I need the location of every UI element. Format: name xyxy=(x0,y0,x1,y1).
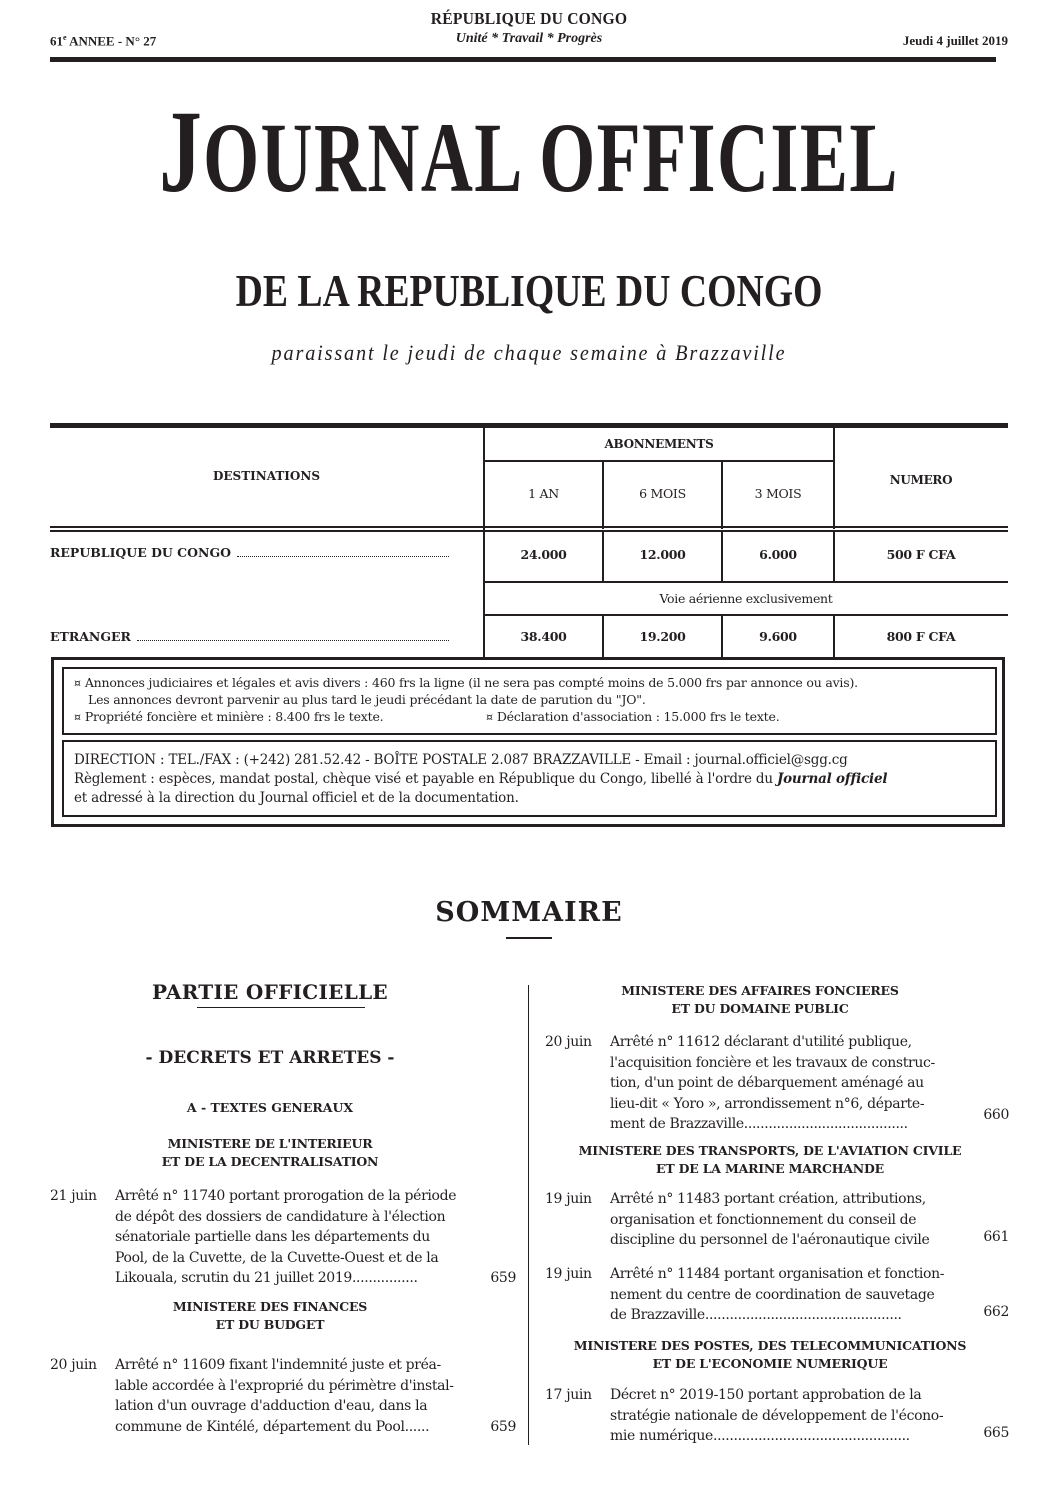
table-top-rule xyxy=(50,423,1008,428)
entry-line: nement du centre de coordination de sauvetage xyxy=(610,1286,935,1303)
entry-page-number: 660 xyxy=(983,1107,1009,1123)
bullet-icon: ¤ xyxy=(74,677,81,690)
destinations-header: DESTINATIONS xyxy=(212,469,320,483)
issue-date: Jeudi 4 juillet 2019 xyxy=(902,33,1008,48)
toc-entry[interactable] xyxy=(50,1186,516,1296)
table-rule xyxy=(484,614,1008,616)
numero-header: NUMERO xyxy=(889,473,953,487)
journal-title xyxy=(148,86,910,217)
entry-page-number: 662 xyxy=(983,1304,1009,1320)
notice-annonces xyxy=(74,674,858,692)
direction-box xyxy=(62,740,997,817)
journal-name-emphasis: Journal officiel xyxy=(776,771,888,787)
toc-entry[interactable] xyxy=(50,1355,516,1445)
entry-line: lation d'un ouvrage d'adduction d'eau, dans la xyxy=(115,1398,428,1415)
entry-line: stratégie nationale de développement de l'écono- xyxy=(610,1407,944,1424)
entry-text xyxy=(115,1186,465,1289)
notice-text: Déclaration d'association : 15.000 frs le texte. xyxy=(496,709,780,724)
decrets-heading: - DECRETS ET ARRETES - xyxy=(145,1048,395,1068)
entry-line: Arrêté n° 11609 fixant l'indemnité juste et préa- xyxy=(115,1357,441,1373)
entry-line: tion, d'un point de débarquement aménagé au xyxy=(610,1075,924,1092)
ministry-line: ET DE LA MARINE MARCHANDE xyxy=(656,1161,884,1176)
table-double-rule xyxy=(50,530,1008,532)
column-header-1an: 1 AN xyxy=(528,486,559,501)
republic-heading: RÉPUBLIQUE DU CONGO xyxy=(430,9,628,28)
entry-line: Arrêté n° 11483 portant création, attributions, xyxy=(610,1191,926,1207)
entry-line: lieu-dit « Yoro », arrondissement n°6, départe- xyxy=(610,1095,925,1112)
ministry-line: ET DE L'ECONOMIE NUMERIQUE xyxy=(652,1356,888,1371)
ministry-heading xyxy=(60,1298,480,1334)
ministry-heading xyxy=(535,1337,1005,1373)
price-etranger-6mois: 19.200 xyxy=(639,629,686,644)
price-etranger-numero: 800 F CFA xyxy=(886,629,956,644)
entry-text xyxy=(115,1355,465,1437)
abonnements-header: ABONNEMENTS xyxy=(604,437,714,451)
entry-date: 19 juin xyxy=(545,1191,592,1207)
price-congo-3mois: 6.000 xyxy=(759,547,797,562)
toc-entry[interactable] xyxy=(545,1189,1009,1253)
entry-line: discipline du personnel de l'aéronautique civile xyxy=(610,1232,930,1249)
direction-contact: DIRECTION : TEL./FAX : (+242) 281.52.42 - BOÎTE POSTALE 2.087 BRAZZAVILLE - Email : journal.officiel@sgg.cg xyxy=(74,752,848,768)
entry-date: 19 juin xyxy=(545,1266,592,1282)
sommaire-rule xyxy=(506,937,552,939)
price-congo-numero: 500 F CFA xyxy=(886,547,956,562)
entry-line: de dépôt des dossiers de candidature à l'élection xyxy=(115,1208,446,1225)
entry-line: ment de Brazzaville........................................ xyxy=(610,1116,908,1133)
entry-line: mie numérique................................................ xyxy=(610,1428,910,1445)
entry-line: Pool, de la Cuvette, de la Cuvette-Ouest et de la xyxy=(115,1249,439,1266)
table-rule xyxy=(484,460,834,462)
row-label-etranger xyxy=(50,629,449,644)
entry-date: 20 juin xyxy=(50,1357,97,1373)
entry-line: organisation et fonctionnement du conseil de xyxy=(610,1211,917,1228)
price-etranger-3mois: 9.600 xyxy=(759,629,797,644)
column-header-3mois: 3 MOIS xyxy=(754,486,802,501)
partie-officielle-heading: PARTIE OFFICIELLE xyxy=(152,980,388,1004)
entry-line: Arrêté n° 11484 portant organisation et fonction- xyxy=(610,1266,945,1282)
price-congo-6mois: 12.000 xyxy=(639,547,686,562)
issue-year: 61 xyxy=(50,33,63,49)
notice-text: Annonces judiciaires et légales et avis divers : 460 frs la ligne (il ne sera pas compté moins de 5.000 frs par annonce ou avis). xyxy=(84,675,858,690)
journal-title-initial: J xyxy=(159,86,204,217)
payment-text: Règlement : espèces, mandat postal, chèque visé et payable en République du Congo, libellé à l'ordre du xyxy=(74,771,777,787)
ministry-line: MINISTERE DES AFFAIRES FONCIERES xyxy=(621,983,899,998)
ministry-line: ET DE LA DECENTRALISATION xyxy=(161,1154,379,1169)
notice-association xyxy=(486,708,779,726)
entry-page-number: 661 xyxy=(983,1229,1009,1245)
ministry-line: MINISTERE DES FINANCES xyxy=(172,1299,368,1314)
entry-line: Arrêté n° 11612 déclarant d'utilité publique, xyxy=(610,1034,912,1050)
entry-date: 21 juin xyxy=(50,1188,97,1204)
notice-deadline: Les annonces devront parvenir au plus tard le jeudi précédant la date de parution du "JO". xyxy=(88,692,646,707)
entry-line: Arrêté n° 11740 portant prorogation de la période xyxy=(115,1188,457,1204)
journal-subtitle: DE LA REPUBLIQUE DU CONGO xyxy=(235,265,823,316)
entry-page-number: 659 xyxy=(490,1270,516,1286)
bullet-icon: ¤ xyxy=(486,711,493,724)
national-motto: Unité * Travail * Progrès xyxy=(455,31,603,46)
leader-dots xyxy=(137,640,449,641)
partie-rule xyxy=(197,1007,365,1008)
entry-line: commune de Kintélé, département du Pool...... xyxy=(115,1418,430,1435)
notices-box xyxy=(62,667,997,735)
table-double-rule xyxy=(50,526,1008,528)
textes-generaux-heading: A - TEXTES GENERAUX xyxy=(186,1100,354,1115)
leader-dots xyxy=(237,556,449,557)
toc-entry[interactable] xyxy=(545,1264,1009,1328)
entry-line: l'acquisition foncière et les travaux de construc- xyxy=(610,1054,935,1071)
issue-rest: ANNEE - N° 27 xyxy=(66,33,157,49)
ministry-line: MINISTERE DES POSTES, DES TELECOMMUNICATIONS xyxy=(573,1338,967,1353)
entry-date: 17 juin xyxy=(545,1387,592,1403)
sommaire-title: SOMMAIRE xyxy=(435,897,623,928)
ministry-line: ET DU BUDGET xyxy=(215,1317,325,1332)
air-mail-note: Voie aérienne exclusivement xyxy=(659,591,833,606)
entry-line: Likouala, scrutin du 21 juillet 2019................ xyxy=(115,1270,418,1287)
entry-line: Décret n° 2019-150 portant approbation de la xyxy=(610,1387,922,1403)
column-header-6mois: 6 MOIS xyxy=(639,486,686,501)
entry-page-number: 659 xyxy=(490,1419,516,1435)
entry-text xyxy=(610,1189,960,1251)
ministry-heading xyxy=(535,1142,1005,1178)
ministry-line: MINISTERE DE L'INTERIEUR xyxy=(167,1136,373,1151)
direction-address: et adressé à la direction du Journal officiel et de la documentation. xyxy=(74,790,519,806)
entry-page-number: 665 xyxy=(983,1425,1009,1441)
price-etranger-1an: 38.400 xyxy=(520,629,567,644)
issue-number xyxy=(50,33,156,49)
row-label-text: ETRANGER xyxy=(50,629,131,644)
publication-tagline: paraissant le jeudi de chaque semaine à Brazzaville xyxy=(271,340,787,365)
direction-payment xyxy=(74,770,887,789)
price-congo-1an: 24.000 xyxy=(520,547,567,562)
ministry-heading xyxy=(60,1135,480,1171)
ministry-line: MINISTERE DES TRANSPORTS, DE L'AVIATION CIVILE xyxy=(578,1143,962,1158)
row-label-text: REPUBLIQUE DU CONGO xyxy=(50,545,232,560)
toc-entry[interactable] xyxy=(545,1032,1009,1140)
table-rule xyxy=(484,581,1008,583)
entry-date: 20 juin xyxy=(545,1034,592,1050)
row-label-congo xyxy=(50,545,449,560)
bullet-icon: ¤ xyxy=(74,711,81,724)
notice-text: Propriété foncière et minière : 8.400 frs le texte. xyxy=(84,709,384,724)
journal-title-rest: OURNAL OFFICIEL xyxy=(203,102,899,213)
masthead-rule xyxy=(50,57,996,62)
entry-text xyxy=(610,1032,960,1135)
ministry-heading xyxy=(545,982,975,1018)
entry-text xyxy=(610,1264,960,1326)
notice-propriete xyxy=(74,708,383,726)
entry-line: de Brazzaville................................................ xyxy=(610,1307,902,1324)
issue-year-suffix: e xyxy=(63,33,67,42)
entry-text xyxy=(610,1385,960,1447)
entry-line: lable accordée à l'exproprié du périmètre d'instal- xyxy=(115,1377,454,1394)
toc-entry[interactable] xyxy=(545,1385,1009,1449)
entry-line: sénatoriale partielle dans les départements du xyxy=(115,1229,430,1246)
ministry-line: ET DU DOMAINE PUBLIC xyxy=(671,1001,849,1016)
column-divider xyxy=(528,985,529,1445)
